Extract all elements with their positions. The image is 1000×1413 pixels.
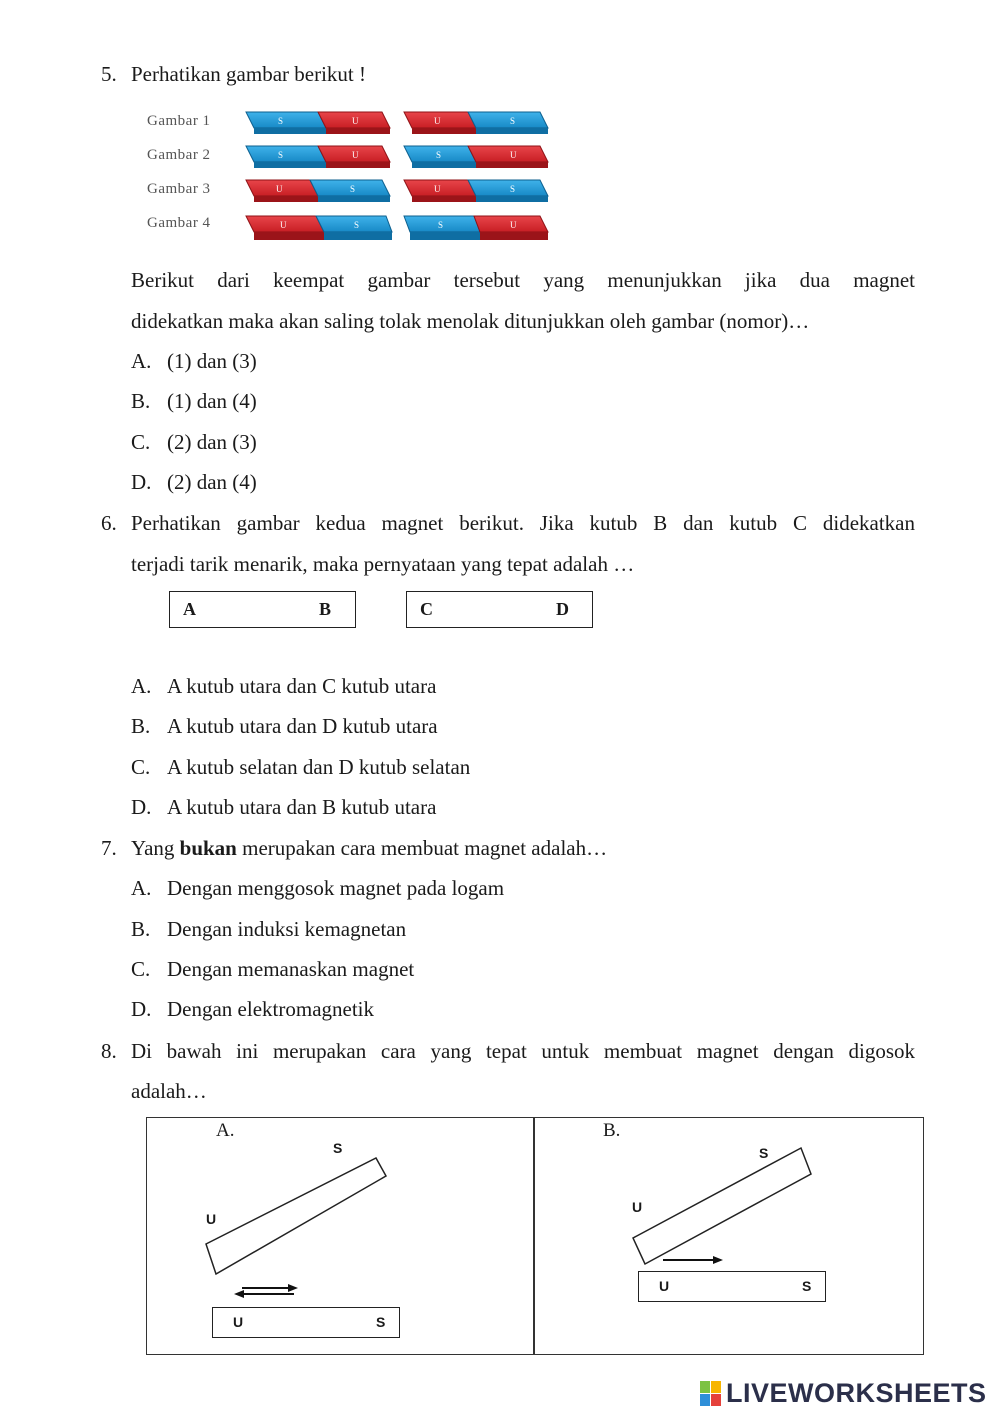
panel-a-label[interactable]: A. bbox=[216, 1120, 235, 1141]
g3b-right-pole: S bbox=[510, 184, 516, 194]
q7-option-b-letter: B. bbox=[131, 917, 151, 941]
g4b-left-pole: S bbox=[438, 220, 444, 230]
g2a-right-pole: U bbox=[352, 150, 359, 160]
g1a-right-pole: U bbox=[352, 116, 359, 126]
pole-d-label: D bbox=[556, 599, 569, 619]
panel-b-tilted-bottom-pole: U bbox=[632, 1199, 643, 1215]
panel-b-bar-left-pole: U bbox=[659, 1278, 670, 1294]
gambar-4-label: Gambar 4 bbox=[147, 215, 211, 231]
q5-option-a-letter: A. bbox=[131, 349, 152, 373]
q6-text-line2: terjadi tarik menarik, maka pernyataan yang tepat adalah … bbox=[131, 552, 635, 576]
q7-option-d-letter: D. bbox=[131, 997, 152, 1021]
magnet-ab-box bbox=[169, 591, 356, 628]
gambar-3-label: Gambar 3 bbox=[147, 181, 211, 197]
g2a-left-pole: S bbox=[278, 150, 284, 160]
q8-text-line1: Di bawah ini merupakan cara yang tepat untuk membuat magnet dengan digosok bbox=[131, 1039, 915, 1063]
q7-bold-word: bukan bbox=[179, 836, 237, 860]
pole-a-label: A bbox=[183, 599, 196, 619]
q8-text-line2: adalah… bbox=[131, 1079, 207, 1103]
q5-text-line1: Berikut dari keempat gambar tersebut yang menunjukkan jika dua magnet bbox=[131, 268, 915, 292]
panel-a-bar-left-pole: U bbox=[233, 1314, 244, 1330]
panel-b-bar-right-pole: S bbox=[802, 1278, 812, 1294]
q7-option-a-letter: A. bbox=[131, 876, 152, 900]
q5-option-c[interactable]: (2) dan (3) bbox=[167, 430, 257, 454]
q8-number: 8. bbox=[101, 1039, 117, 1063]
liveworksheets-logo[interactable] bbox=[700, 1378, 987, 1409]
panel-b-figure bbox=[625, 1140, 825, 1280]
q7-prefix: Yang bbox=[131, 836, 180, 860]
g4a-right-pole: S bbox=[354, 220, 360, 230]
q6-option-c-letter: C. bbox=[131, 755, 151, 779]
q7-question bbox=[131, 836, 607, 860]
q6-option-d[interactable]: A kutub utara dan B kutub utara bbox=[167, 795, 437, 819]
panel-a-tilted-magnet bbox=[206, 1158, 386, 1274]
q6-option-a-letter: A. bbox=[131, 674, 152, 698]
q7-option-d[interactable]: Dengan elektromagnetik bbox=[167, 997, 375, 1021]
q6-option-b-letter: B. bbox=[131, 714, 151, 738]
pole-c-label: C bbox=[420, 599, 433, 619]
magnet-cd-box bbox=[406, 591, 593, 628]
gambar-1-label: Gambar 1 bbox=[147, 113, 211, 129]
panel-b-label[interactable]: B. bbox=[603, 1120, 621, 1141]
panel-b-tilted-top-pole: S bbox=[759, 1145, 769, 1161]
pole-b-label: B bbox=[319, 599, 332, 619]
q7-suffix: merupakan cara membuat magnet adalah… bbox=[236, 836, 608, 860]
q7-option-c-letter: C. bbox=[131, 957, 151, 981]
g3b-left-pole: U bbox=[434, 184, 441, 194]
q8-table-divider bbox=[533, 1117, 535, 1354]
q7-option-b[interactable]: Dengan induksi kemagnetan bbox=[167, 917, 407, 941]
q5-prompt: Perhatikan gambar berikut ! bbox=[131, 62, 366, 86]
g4a-left-pole: U bbox=[280, 220, 287, 230]
g1b-right-pole: S bbox=[510, 116, 516, 126]
panel-a-tilted-top-pole: S bbox=[333, 1140, 343, 1156]
liveworksheets-logo-text: LIVEWORKSHEETS bbox=[726, 1378, 987, 1408]
gambar-2-label: Gambar 2 bbox=[147, 147, 211, 163]
gambar-4-magnets bbox=[246, 216, 548, 240]
q5-option-a[interactable]: (1) dan (3) bbox=[167, 349, 257, 373]
gambar-1-magnets bbox=[246, 112, 548, 134]
q6-option-b[interactable]: A kutub utara dan D kutub utara bbox=[167, 714, 438, 738]
q7-number: 7. bbox=[101, 836, 117, 860]
q7-option-a[interactable]: Dengan menggosok magnet pada logam bbox=[167, 876, 505, 900]
panel-b-tilted-magnet bbox=[633, 1148, 811, 1264]
liveworksheets-logo-icon bbox=[700, 1381, 722, 1407]
q5-text-line2: didekatkan maka akan saling tolak menolak ditunjukkan oleh gambar (nomor)… bbox=[131, 309, 810, 333]
q5-number: 5. bbox=[101, 62, 117, 86]
q6-option-d-letter: D. bbox=[131, 795, 152, 819]
q5-option-b[interactable]: (1) dan (4) bbox=[167, 389, 257, 413]
q6-text-line1: Perhatikan gambar kedua magnet berikut. Jika kutub B dan kutub C didekatkan bbox=[131, 511, 915, 535]
q5-option-d[interactable]: (2) dan (4) bbox=[167, 470, 257, 494]
gambar-3-magnets bbox=[246, 180, 548, 202]
q5-option-c-letter: C. bbox=[131, 430, 151, 454]
panel-a-flat-magnet bbox=[212, 1307, 400, 1338]
g1b-left-pole: U bbox=[434, 116, 441, 126]
q7-option-c[interactable]: Dengan memanaskan magnet bbox=[167, 957, 415, 981]
g2b-right-pole: U bbox=[510, 150, 517, 160]
g3a-left-pole: U bbox=[276, 184, 283, 194]
q5-option-b-letter: B. bbox=[131, 389, 151, 413]
panel-b-flat-magnet bbox=[638, 1271, 826, 1302]
g2b-left-pole: S bbox=[436, 150, 442, 160]
gambar-2-magnets bbox=[246, 146, 548, 168]
q5-option-d-letter: D. bbox=[131, 470, 152, 494]
g4b-right-pole: U bbox=[510, 220, 517, 230]
q6-option-a[interactable]: A kutub utara dan C kutub utara bbox=[167, 674, 437, 698]
q6-number: 6. bbox=[101, 511, 117, 535]
q6-option-c[interactable]: A kutub selatan dan D kutub selatan bbox=[167, 755, 471, 779]
panel-a-tilted-bottom-pole: U bbox=[206, 1211, 217, 1227]
g3a-right-pole: S bbox=[350, 184, 356, 194]
g1a-left-pole: S bbox=[278, 116, 284, 126]
panel-a-bar-right-pole: S bbox=[376, 1314, 386, 1330]
magnet-pairs-figure bbox=[240, 100, 560, 250]
